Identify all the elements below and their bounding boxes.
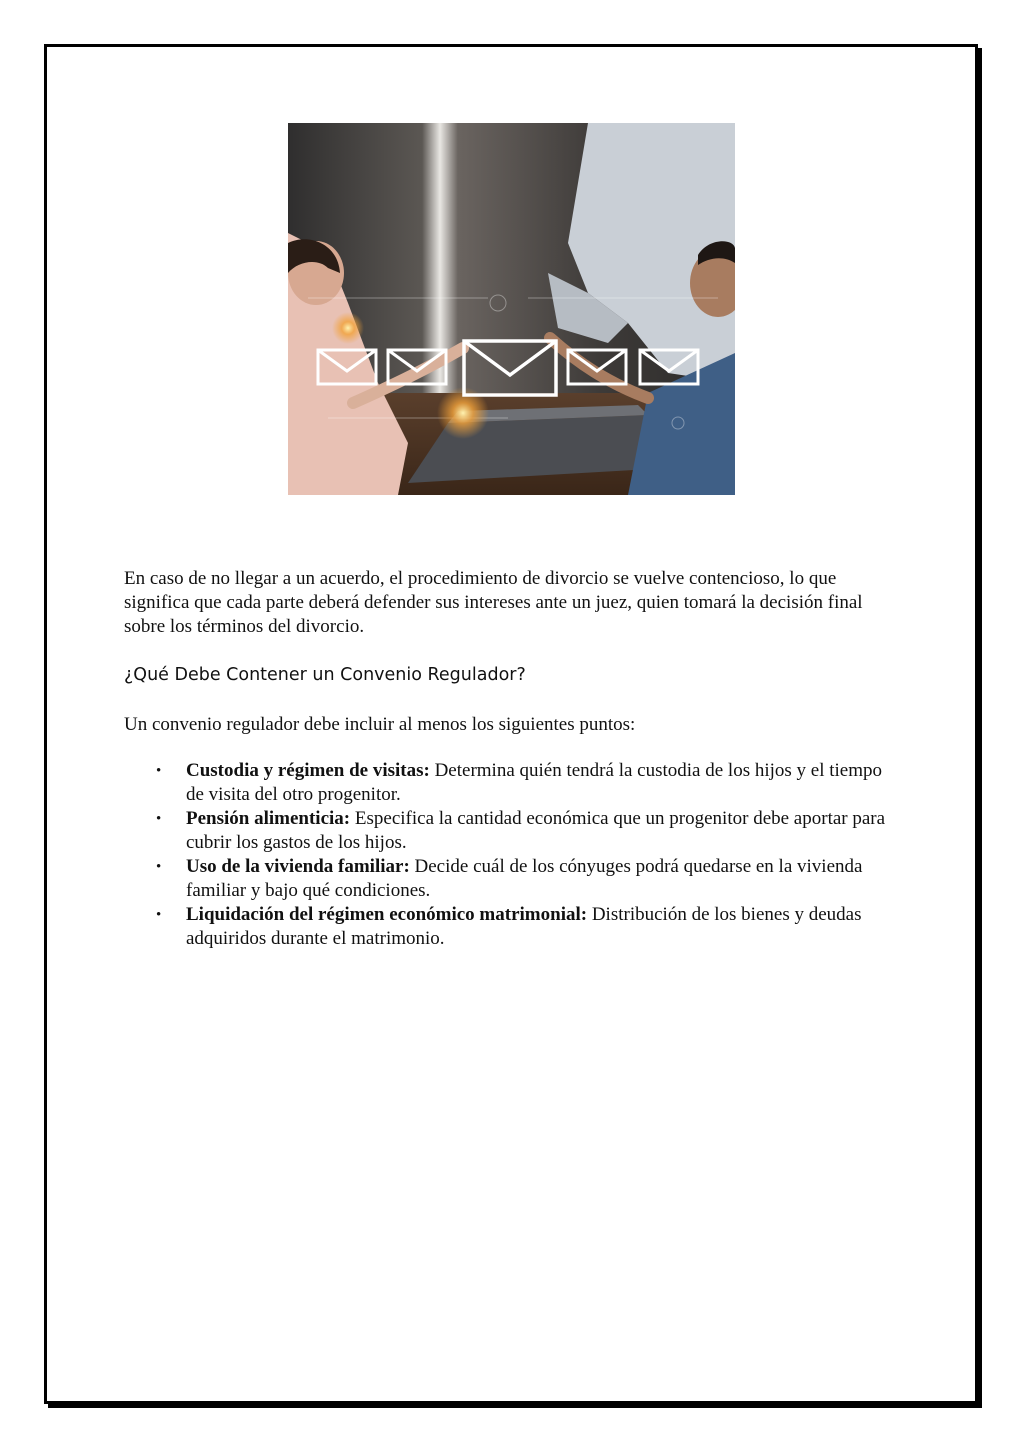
point-text: Determina quién tendrá la custodia de los hijos y el tiempo de visita del otro progenitor. (186, 760, 883, 805)
bullet-icon: • (156, 859, 162, 875)
bullet-icon: • (156, 811, 162, 827)
point-term: Custodia y régimen de visitas: (186, 760, 430, 781)
list-item (156, 759, 904, 807)
bullet-icon: • (156, 763, 162, 779)
bullet-icon: • (156, 907, 162, 923)
document-body (124, 567, 904, 951)
list-item (156, 855, 904, 903)
hero-photo (288, 123, 735, 495)
point-text: Distribución de los bienes y deudas adquiridos durante el matrimonio. (186, 904, 862, 949)
point-term: Pensión alimenticia: (186, 808, 351, 829)
section-heading: ¿Qué Debe Contener un Convenio Regulador? (124, 665, 526, 685)
point-text: Decide cuál de los cónyuges podrá quedarse en la vivienda familiar y bajo qué condiciones. (186, 856, 863, 901)
points-list (124, 759, 904, 951)
list-item (156, 807, 904, 855)
point-term: Uso de la vivienda familiar: (186, 856, 410, 877)
point-term: Liquidación del régimen económico matrimonial: (186, 904, 588, 925)
list-item (156, 903, 904, 951)
point-text: Especifica la cantidad económica que un progenitor debe aportar para cubrir los gastos de los hijos. (186, 808, 886, 853)
intro-paragraph: En caso de no llegar a un acuerdo, el procedimiento de divorcio se vuelve contencioso, lo que significa que cada parte deberá defender sus intereses ante un juez, quien tomará la decisión final sobre los términos del divorcio. (124, 568, 863, 637)
lead-paragraph: Un convenio regulador debe incluir al menos los siguientes puntos: (124, 714, 636, 735)
